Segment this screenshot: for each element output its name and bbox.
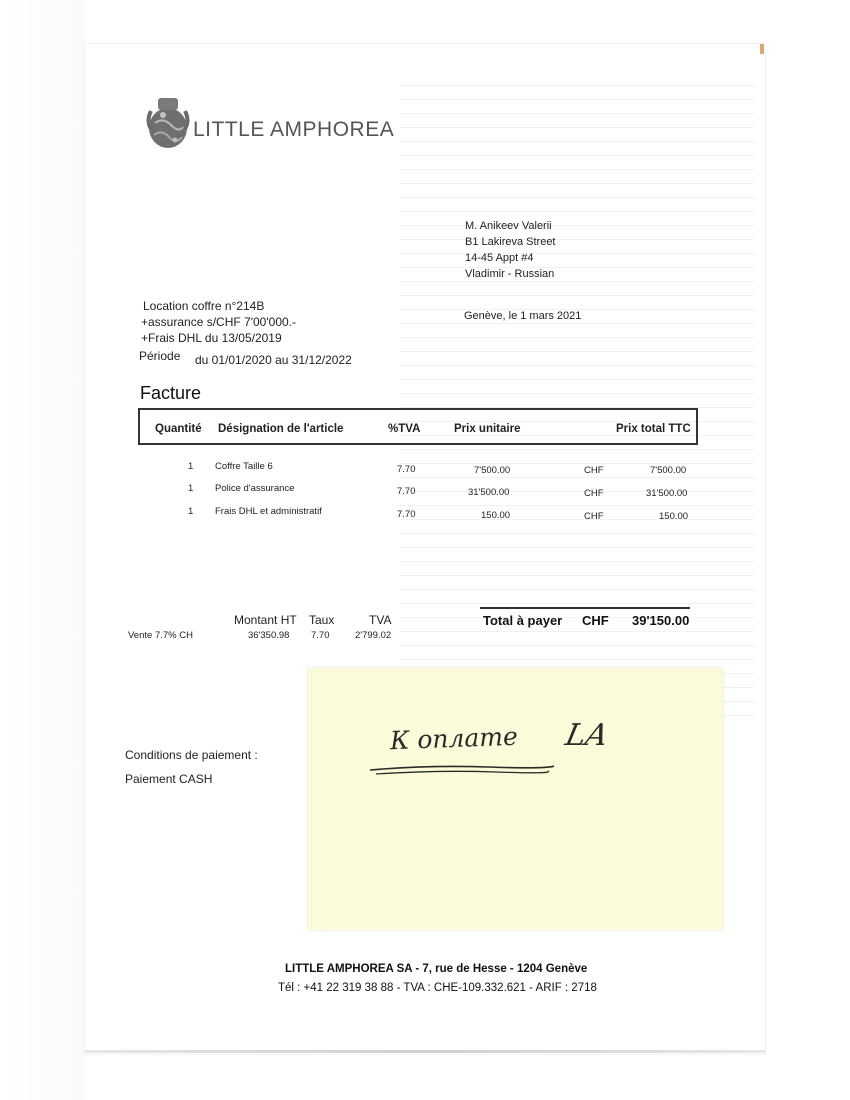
cell-designation: Coffre Taille 6	[215, 461, 273, 472]
handwritten-initials: LA	[562, 718, 612, 753]
total-amount: 39'150.00	[632, 613, 690, 628]
handwritten-note: К оплате	[389, 721, 519, 756]
detail-line: +Frais DHL du 13/05/2019	[141, 331, 282, 345]
total-divider	[480, 607, 690, 609]
sheet-bottom-edge	[85, 1050, 765, 1053]
cell-qty: 1	[188, 483, 194, 494]
cell-total: 150.00	[659, 511, 689, 522]
recipient-line: Vladimir - Russian	[465, 268, 555, 280]
header-unit-price: Prix unitaire	[454, 423, 521, 435]
table-header	[138, 408, 698, 445]
header-vat: %TVA	[388, 423, 421, 435]
header-total: Prix total TTC	[616, 423, 691, 435]
payment-label: Conditions de paiement :	[125, 748, 258, 762]
cell-total: 7'500.00	[650, 465, 687, 476]
period-value: du 01/01/2020 au 31/12/2022	[195, 353, 352, 367]
cell-unit-price: 150.00	[481, 510, 511, 521]
total-currency: CHF	[582, 613, 609, 628]
scan-bleed-through	[400, 76, 755, 716]
detail-line: +assurance s/CHF 7'00'000.-	[141, 315, 296, 329]
invoice-title: Facture	[140, 383, 202, 403]
recipient-line: M. Anikeev Valerii	[465, 220, 552, 232]
cell-currency: CHF	[584, 488, 604, 499]
cell-qty: 1	[188, 506, 194, 517]
payment-value: Paiement CASH	[125, 772, 213, 786]
recipient-line: B1 Lakireva Street	[465, 236, 556, 248]
cell-currency: CHF	[584, 465, 604, 476]
summary-taux: 7.70	[311, 630, 330, 641]
amphora-icon	[145, 95, 191, 153]
cell-vat: 7.70	[397, 464, 416, 475]
handwritten-underline	[368, 762, 558, 778]
header-quantity: Quantité	[155, 423, 202, 435]
cell-designation: Frais DHL et administratif	[215, 506, 322, 517]
cell-total: 31'500.00	[646, 488, 688, 499]
detail-line: Location coffre n°214B	[143, 299, 265, 313]
summary-row-label: Vente 7.7% CH	[128, 630, 193, 641]
summary-montant-ht: 36'350.98	[248, 630, 290, 641]
scan-corner-mark	[760, 44, 764, 54]
total-label: Total à payer	[483, 613, 563, 628]
scan-margin	[0, 0, 85, 1100]
cell-designation: Police d'assurance	[215, 483, 295, 494]
recipient-line: 14-45 Appt #4	[465, 252, 534, 264]
cell-vat: 7.70	[397, 486, 416, 497]
cell-qty: 1	[188, 461, 194, 472]
cell-unit-price: 7'500.00	[474, 465, 511, 476]
cell-currency: CHF	[584, 511, 604, 522]
summary-tva: 2'799.02	[355, 630, 392, 641]
summary-taux-label: Taux	[309, 613, 335, 627]
summary-montant-ht-label: Montant HT	[234, 613, 297, 627]
sticky-note	[308, 668, 723, 930]
footer-contact: Tél : +41 22 319 38 88 - TVA : CHE-109.332.621 - ARIF : 2718	[278, 982, 597, 994]
cell-vat: 7.70	[397, 509, 416, 520]
summary-tva-label: TVA	[369, 613, 392, 627]
cell-unit-price: 31'500.00	[468, 487, 510, 498]
header-designation: Désignation de l'article	[218, 423, 344, 435]
footer-address: LITTLE AMPHOREA SA - 7, rue de Hesse - 1204 Genève	[285, 963, 588, 975]
date-line: Genève, le 1 mars 2021	[464, 310, 582, 322]
period-label: Période	[139, 349, 181, 363]
company-logo-text: LITTLE AMPHOREA	[193, 118, 395, 141]
